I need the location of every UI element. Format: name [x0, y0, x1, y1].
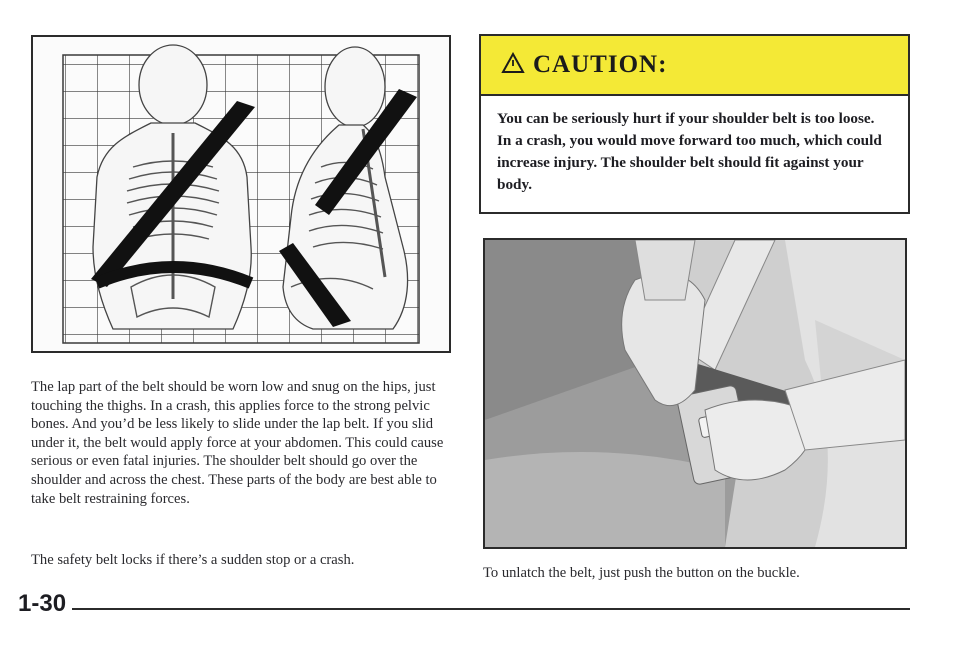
caution-text: You can be seriously hurt if your shoulder belt is too loose. In a crash, you would move forward too much, which could increase injury. The shoulder belt should fit against your body. [497, 110, 882, 193]
caution-title: CAUTION: [533, 51, 668, 78]
safety-belt-lock-paragraph: The safety belt locks if there’s a sudden stop or a crash. [31, 552, 355, 568]
photo-caption: To unlatch the belt, just push the button on the buckle. [483, 565, 800, 581]
buckle-photo [483, 238, 907, 549]
caution-header [481, 36, 908, 96]
skeleton-belt-illustration [31, 35, 451, 353]
lap-belt-paragraph: The lap part of the belt should be worn low and snug on the hips, just touching the thighs. In a crash, this applies force to the strong pelvic bones. And you’d be less likely to slide under the lap belt. If you slid under it, the belt would apply force at your abdomen. This could cause serious or even fatal injuries. The shoulder belt should go over the shoulder and across the chest. These parts of the body are best able to take belt restraining forces. [31, 379, 444, 507]
footer-rule [72, 608, 910, 610]
warning-triangle-icon [501, 52, 525, 79]
page-number: 1-30 [18, 590, 67, 617]
caution-box [479, 34, 910, 214]
